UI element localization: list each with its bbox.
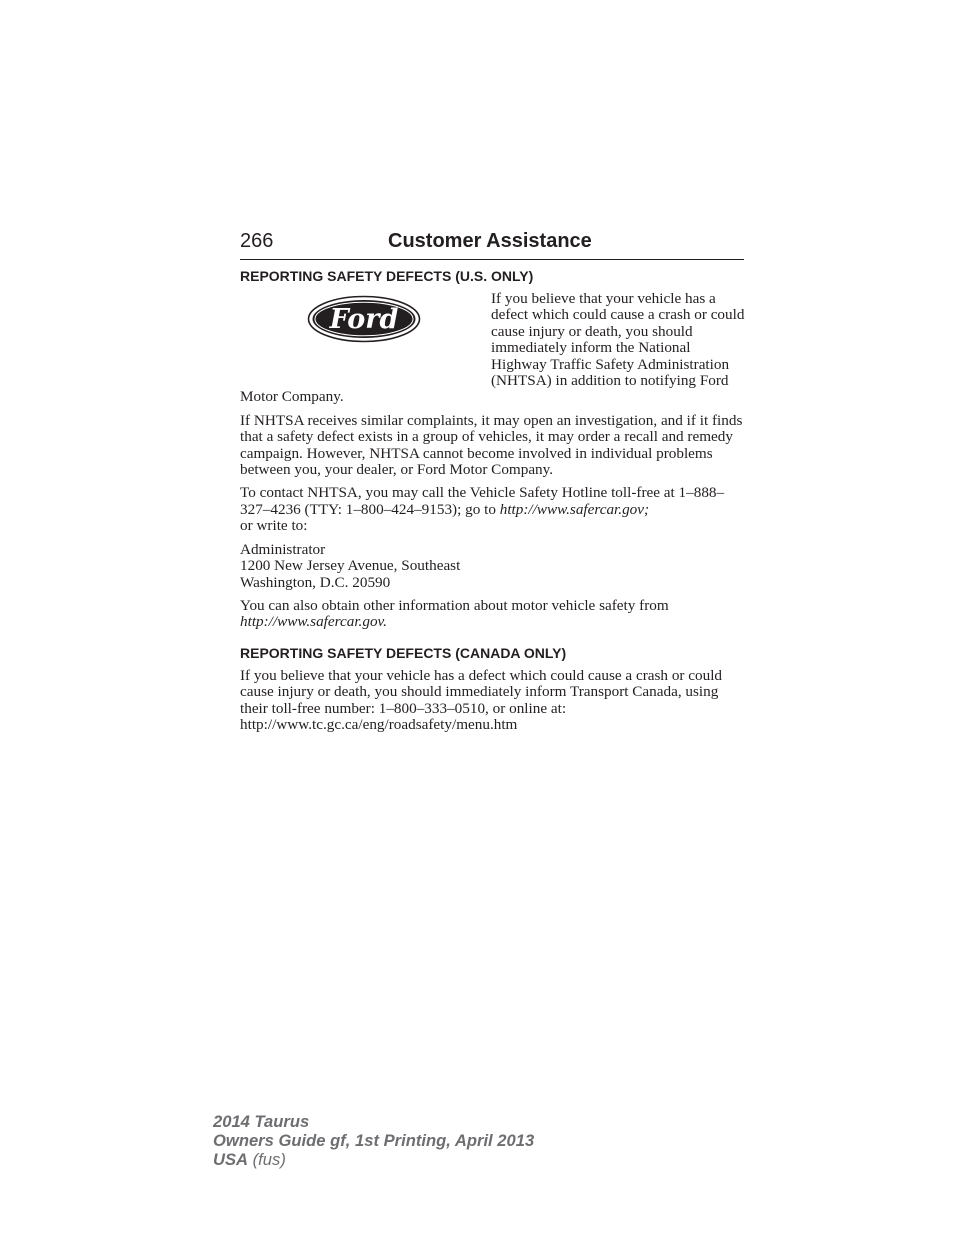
address-line-3: Washington, D.C. 20590 [240, 573, 391, 591]
footer-region [213, 1150, 534, 1169]
footer-model: 2014 Taurus [213, 1112, 310, 1131]
footer-region-code: USA [213, 1150, 249, 1169]
canada-paragraph-1: If you believe that your vehicle has a defect which could cause a crash or could cause injury or death, you should immediately inform Transport Canada, using their toll-free number: 1–800–333–0510, or online at: http://www.tc.gc.ca/eng/roadsafety/menu.htm [240, 666, 723, 733]
page-footer [213, 1112, 534, 1169]
us-paragraph-3 [240, 485, 746, 534]
us-paragraph-4-text: You can also obtain other information about motor vehicle safety from [240, 596, 669, 614]
section-heading-us: REPORTING SAFETY DEFECTS (U.S. ONLY) [240, 268, 534, 284]
page-number: 266 [240, 230, 274, 252]
footer-region-suffix: (fus) [248, 1150, 286, 1169]
us-paragraph-3-tail: or write to: [240, 517, 308, 535]
ford-logo-text: Ford [329, 304, 399, 335]
address-line-1: Administrator [240, 540, 326, 558]
footer-guide: Owners Guide gf, 1st Printing, April 2013 [213, 1131, 535, 1150]
safercar-link-2[interactable]: http://www.safercar.gov. [240, 613, 387, 631]
nhtsa-address [240, 542, 746, 591]
us-paragraph-1: If you believe that your vehicle has a defect which could cause a crash or could cause injury or death, you should immediately inform the National Highway Traffic Safety Administration (NHTSA) in addition to notifying Ford Motor Company. [240, 290, 745, 406]
page-header [240, 229, 744, 260]
us-paragraph-4 [240, 598, 746, 631]
us-paragraph-2: If NHTSA receives similar complaints, it may open an investigation, and if it finds that a safety defect exists in a group of vehicles, it may order a recall and remedy campaign. However, NHTSA cannot become involved in individual problems between you, your dealer, or Ford Motor Company. [240, 411, 743, 479]
us-paragraph-3-text: To contact NHTSA, you may call the Vehicle Safety Hotline toll-free at 1–888–327–4236 (TTY: 1–800–424–9153); go to [240, 484, 725, 518]
ford-logo [240, 291, 491, 377]
section-heading-canada: REPORTING SAFETY DEFECTS (CANADA ONLY) [240, 644, 567, 661]
page-content [240, 267, 746, 740]
ford-oval-icon [307, 295, 421, 343]
page-title: Customer Assistance [388, 230, 592, 252]
safercar-link[interactable]: http://www.safercar.gov; [499, 500, 650, 518]
address-line-2: 1200 New Jersey Avenue, Southeast [240, 557, 461, 575]
